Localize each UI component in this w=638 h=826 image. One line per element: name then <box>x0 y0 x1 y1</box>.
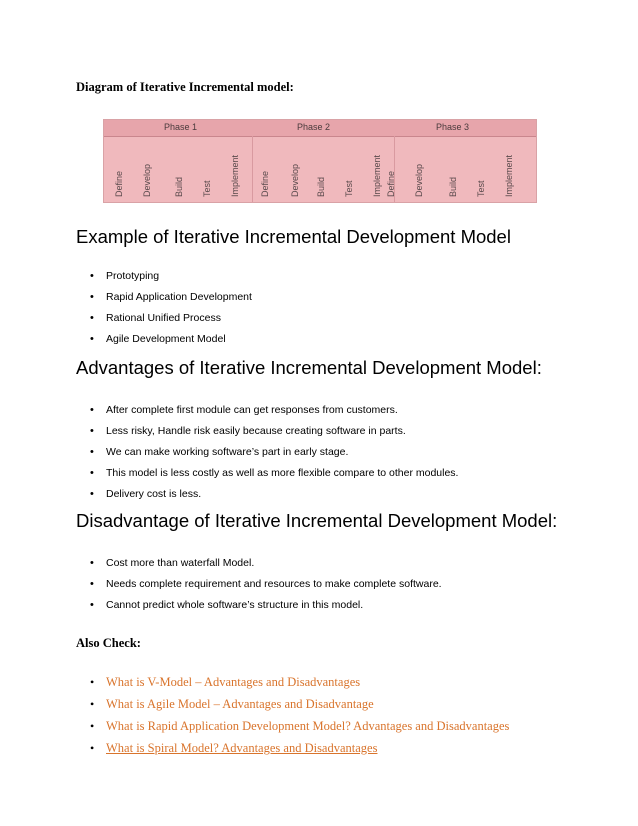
diagram-step <box>476 133 488 197</box>
diagram-step-label: Build <box>448 176 458 197</box>
diagram-step <box>316 133 328 197</box>
diagram-step-label: Implement <box>504 154 514 197</box>
phase-label: Phase 1 <box>164 122 198 132</box>
diagram-step <box>414 133 426 197</box>
link-v-model[interactable]: What is V-Model – Advantages and Disadvantages <box>106 675 361 689</box>
diagram-step-label: Test <box>202 180 212 197</box>
also-check-heading: Also Check: <box>76 636 141 650</box>
disadvantages-heading: Disadvantage of Iterative Incremental Development Model: <box>76 510 558 531</box>
diagram-step <box>114 133 126 197</box>
diagram-title: Diagram of Iterative Incremental model: <box>76 80 294 94</box>
diagram-step-label: Develop <box>290 163 300 197</box>
diagram-step <box>504 133 516 197</box>
list-item: • Cost more than waterfall Model. <box>90 556 442 577</box>
advantages-list <box>90 403 458 508</box>
link-rad-model[interactable]: What is Rapid Application Development Model? Advantages and Disadvantages <box>106 719 510 733</box>
list-item: • We can make working software’s part in early stage. <box>90 445 458 466</box>
list-item: • Cannot predict whole software’s structure in this model. <box>90 598 442 619</box>
diagram-step-label: Define <box>114 170 124 197</box>
list-item <box>90 741 509 763</box>
diagram-step <box>174 133 186 197</box>
diagram-step <box>230 133 242 197</box>
diagram-step-label: Implement <box>372 154 382 197</box>
diagram-step-label: Test <box>476 180 486 197</box>
diagram-step <box>260 133 272 197</box>
also-check-links <box>90 675 509 763</box>
advantages-heading: Advantages of Iterative Incremental Development Model: <box>76 357 542 378</box>
diagram-step <box>344 133 356 197</box>
list-item: • This model is less costly as well as more flexible compare to other modules. <box>90 466 458 487</box>
list-item: • Rational Unified Process <box>90 311 252 332</box>
diagram-step <box>290 133 302 197</box>
list-item <box>90 675 509 697</box>
list-item <box>90 719 509 741</box>
diagram-step-label: Implement <box>230 154 240 197</box>
list-item: • After complete first module can get responses from customers. <box>90 403 458 424</box>
diagram-step-label: Build <box>316 176 326 197</box>
phase-divider <box>252 136 253 202</box>
list-item <box>90 697 509 719</box>
diagram-step-label: Define <box>386 170 396 197</box>
list-item: • Prototyping <box>90 269 252 290</box>
list-item: • Needs complete requirement and resources to make complete software. <box>90 577 442 598</box>
iterative-model-diagram <box>103 119 537 203</box>
phase-label: Phase 2 <box>297 122 331 132</box>
diagram-step <box>386 133 398 197</box>
list-item: • Rapid Application Development <box>90 290 252 311</box>
diagram-step <box>372 133 384 197</box>
list-item: • Agile Development Model <box>90 332 252 353</box>
diagram-step-label: Build <box>174 176 184 197</box>
link-spiral-model[interactable]: What is Spiral Model? Advantages and Disadvantages <box>106 741 378 755</box>
list-item: • Delivery cost is less. <box>90 487 458 508</box>
diagram-step <box>448 133 460 197</box>
diagram-step-label: Develop <box>414 163 424 197</box>
example-heading: Example of Iterative Incremental Development Model <box>76 226 511 247</box>
disadvantages-list <box>90 556 442 619</box>
diagram-step <box>142 133 154 197</box>
phase-label: Phase 3 <box>436 122 470 132</box>
diagram-step-label: Define <box>260 170 270 197</box>
link-agile-model[interactable]: What is Agile Model – Advantages and Disadvantage <box>106 697 374 711</box>
diagram-step-label: Develop <box>142 163 152 197</box>
diagram-step <box>202 133 214 197</box>
example-list <box>90 269 252 353</box>
list-item: • Less risky, Handle risk easily because creating software in parts. <box>90 424 458 445</box>
diagram-step-label: Test <box>344 180 354 197</box>
